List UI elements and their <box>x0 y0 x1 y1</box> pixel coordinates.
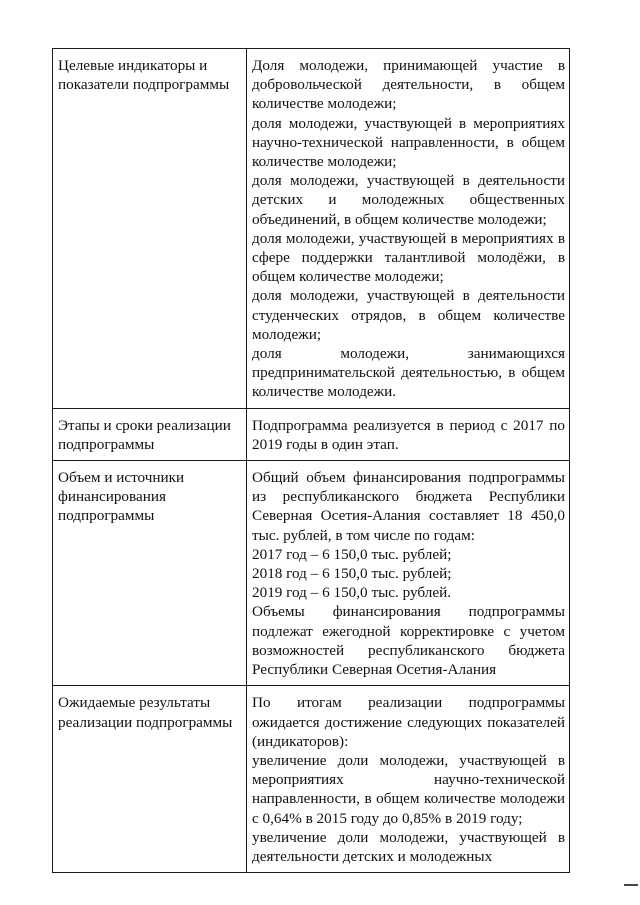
paragraph: Доля молодежи, принимающей участие в добровольческой деятельности, в общем количестве молодежи; <box>252 57 565 113</box>
row-label-expected-results: Ожидаемые результаты реализации подпрограммы <box>53 686 247 873</box>
paragraph: доля молодежи, участвующей в деятельности детских и молодежных общественных объединений, в общем количестве молодежи; <box>252 172 565 228</box>
row-content-expected-results <box>247 686 570 873</box>
paragraph: По итогам реализации подпрограммы ожидается достижение следующих показателей (индикаторов): <box>252 694 565 750</box>
paragraph: Подпрограмма реализуется в период с 2017 по 2019 годы в один этап. <box>252 416 565 453</box>
paragraph: увеличение доли молодежи, участвующей в деятельности детских и молодежных <box>252 828 565 865</box>
paragraph: 2017 год – 6 150,0 тыс. рублей; <box>252 545 452 563</box>
table-row <box>53 49 570 409</box>
row-content-funding <box>247 461 570 686</box>
scan-edge-mark <box>624 884 638 886</box>
row-content-stages-and-terms <box>247 408 570 460</box>
paragraph: 2018 год – 6 150,0 тыс. рублей; <box>252 565 452 583</box>
table-row <box>53 461 570 686</box>
paragraph: Общий объем финансирования подпрограммы из республиканского бюджета Республики Северная Осетия-Алания составляет 18 450,0 тыс. рублей, в том числе по годам: <box>252 469 565 544</box>
paragraph: доля молодежи, участвующей в мероприятиях в сфере поддержки талантливой молодёжи, в общем количестве молодежи; <box>252 229 565 286</box>
table-row <box>53 686 570 873</box>
paragraph: 2019 год – 6 150,0 тыс. рублей. <box>252 584 452 602</box>
row-label-funding: Объем и источники финансирования подпрограммы <box>53 461 247 686</box>
subprogram-passport-table <box>52 48 570 873</box>
row-label-stages-and-terms: Этапы и сроки реализации подпрограммы <box>53 408 247 460</box>
table-row <box>53 408 570 460</box>
paragraph: доля молодежи, участвующей в деятельности студенческих отрядов, в общем количестве молодежи; <box>252 287 565 343</box>
paragraph: доля молодежи, занимающихся предпринимательской деятельностью, в общем количестве молодежи. <box>252 345 565 401</box>
row-label-target-indicators: Целевые индикаторы и показатели подпрограммы <box>53 49 247 409</box>
paragraph: Объемы финансирования подпрограммы подлежат ежегодной корректировке с учетом возможностей республиканского бюджета Республики Северная Осетия-Алания <box>252 603 565 679</box>
paragraph: доля молодежи, участвующей в мероприятиях научно-технической направленности, в общем количестве молодежи; <box>252 114 565 171</box>
row-content-target-indicators <box>247 49 570 409</box>
paragraph: увеличение доли молодежи, участвующей в мероприятиях научно-технической направленности, в общем количестве молодежи с 0,64% в 2015 году до 0,85% в 2019 году; <box>252 751 565 827</box>
